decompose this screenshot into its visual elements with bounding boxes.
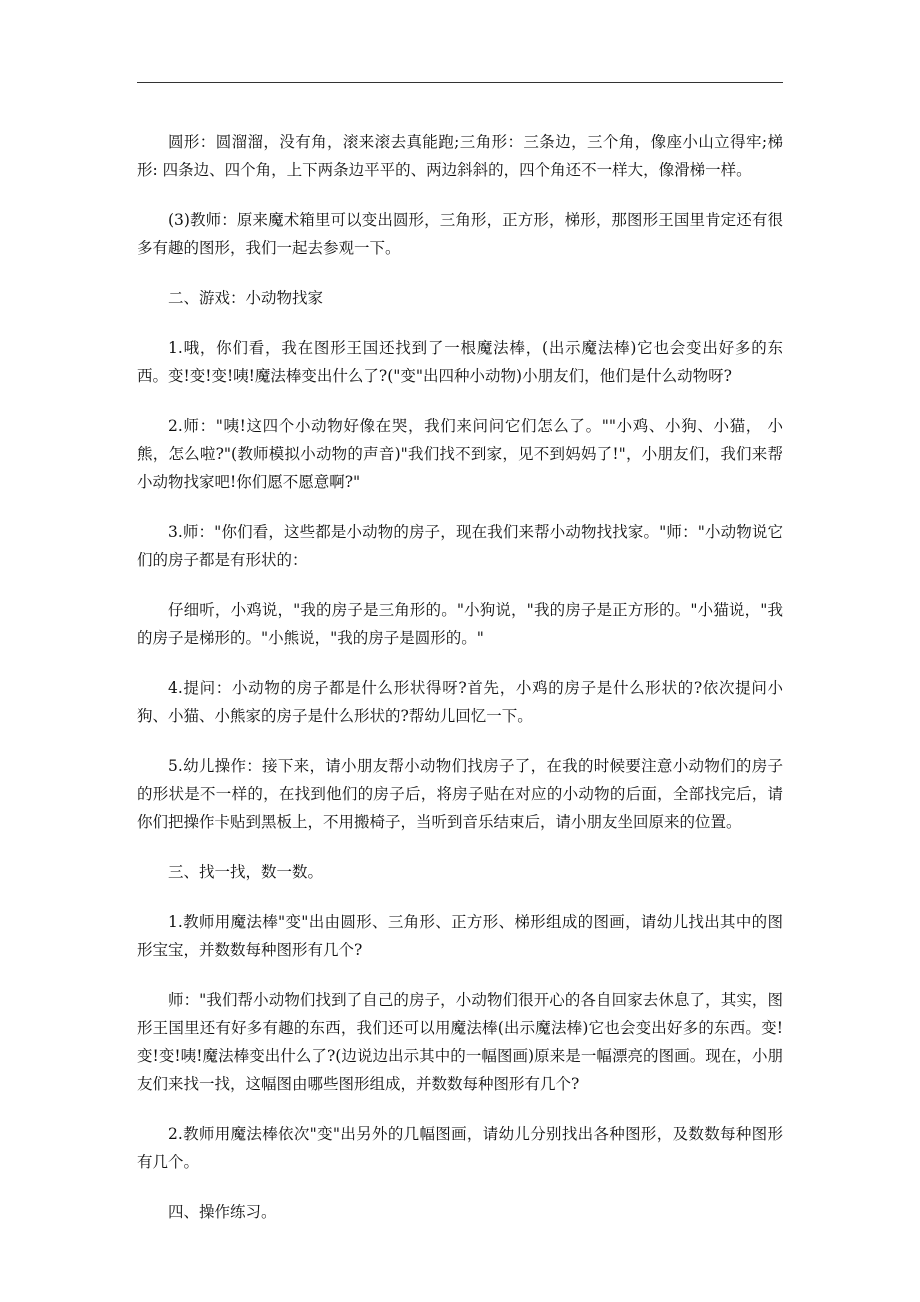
paragraph-find-1: 1.教师用魔法棒"变"出由圆形、三角形、正方形、梯形组成的图画，请幼儿找出其中的图形宝宝，并数数每种图形有几个?	[137, 913, 783, 959]
section-heading-find-count: 三、找一找，数一数。	[168, 863, 324, 881]
paragraph-step-5: 5.幼儿操作：接下来，请小朋友帮小动物们找房子了，在我的时候要注意小动物们的房子的形状是不一样的，在找到他们的房子后，将房子贴在对应的小动物的后面，全部找完后，请你们把操作卡贴到黑板上，不用搬椅子，当听到音乐结束后，请小朋友坐回原来的位置。	[137, 757, 783, 831]
paragraph-teacher-magic-box: (3)教师：原来魔术箱里可以变出圆形，三角形，正方形，梯形，那图形王国里肯定还有很多有趣的图形，我们一起去参观一下。	[137, 211, 783, 257]
paragraph-step-3: 3.师："你们看，这些都是小动物的房子，现在我们来帮小动物找找家。"师："小动物说它们的房子都是有形状的：	[137, 523, 783, 569]
header-rule	[137, 82, 783, 83]
paragraph-step-4: 4.提问：小动物的房子都是什么形状得呀?首先，小鸡的房子是什么形状的?依次提问小狗、小猫、小熊家的房子是什么形状的?帮幼儿回忆一下。	[137, 679, 783, 725]
paragraph-listen: 仔细听，小鸡说，"我的房子是三角形的。"小狗说，"我的房子是正方形的。"小猫说，"我的房子是梯形的。"小熊说，"我的房子是圆形的。"	[137, 601, 783, 647]
paragraph-shape-rhymes: 圆形：圆溜溜，没有角，滚来滚去真能跑;三角形：三条边，三个角，像座小山立得牢;梯形: 四条边、四个角，上下两条边平平的、两边斜斜的，四个角还不一样大，像滑梯一样。	[137, 133, 783, 179]
paragraph-step-2: 2.师："咦!这四个小动物好像在哭，我们来问问它们怎么了。""小鸡、小狗、小猫， 小熊，怎么啦?"(教师模拟小动物的声音)"我们找不到家，见不到妈妈了!"，小朋友们，我们来帮小动物找家吧!你们愿不愿意啊?"	[137, 417, 783, 491]
paragraph-teacher-speech: 师："我们帮小动物们找到了自己的房子，小动物们很开心的各自回家去休息了，其实，图形王国里还有好多有趣的东西，我们还可以用魔法棒(出示魔法棒)它也会变出好多的东西。变!变!变!咦!魔法棒变出什么了?(边说边出示其中的一幅图画)原来是一幅漂亮的图画。现在，小朋友们来找一找，这幅图由哪些图形组成，并数数每种图形有几个?	[137, 991, 783, 1093]
paragraph-step-1: 1.哦，你们看，我在图形王国还找到了一根魔法棒，(出示魔法棒)它也会变出好多的东西。变!变!变!咦!魔法棒变出什么了?("变"出四种小动物)小朋友们，他们是什么动物呀?	[137, 339, 783, 385]
section-heading-practice: 四、操作练习。	[168, 1203, 277, 1221]
document-body	[137, 128, 783, 1248]
paragraph-find-2: 2.教师用魔法棒依次"变"出另外的几幅图画，请幼儿分别找出各种图形，及数数每种图形有几个。	[137, 1125, 783, 1171]
section-heading-game: 二、游戏：小动物找家	[168, 289, 324, 307]
